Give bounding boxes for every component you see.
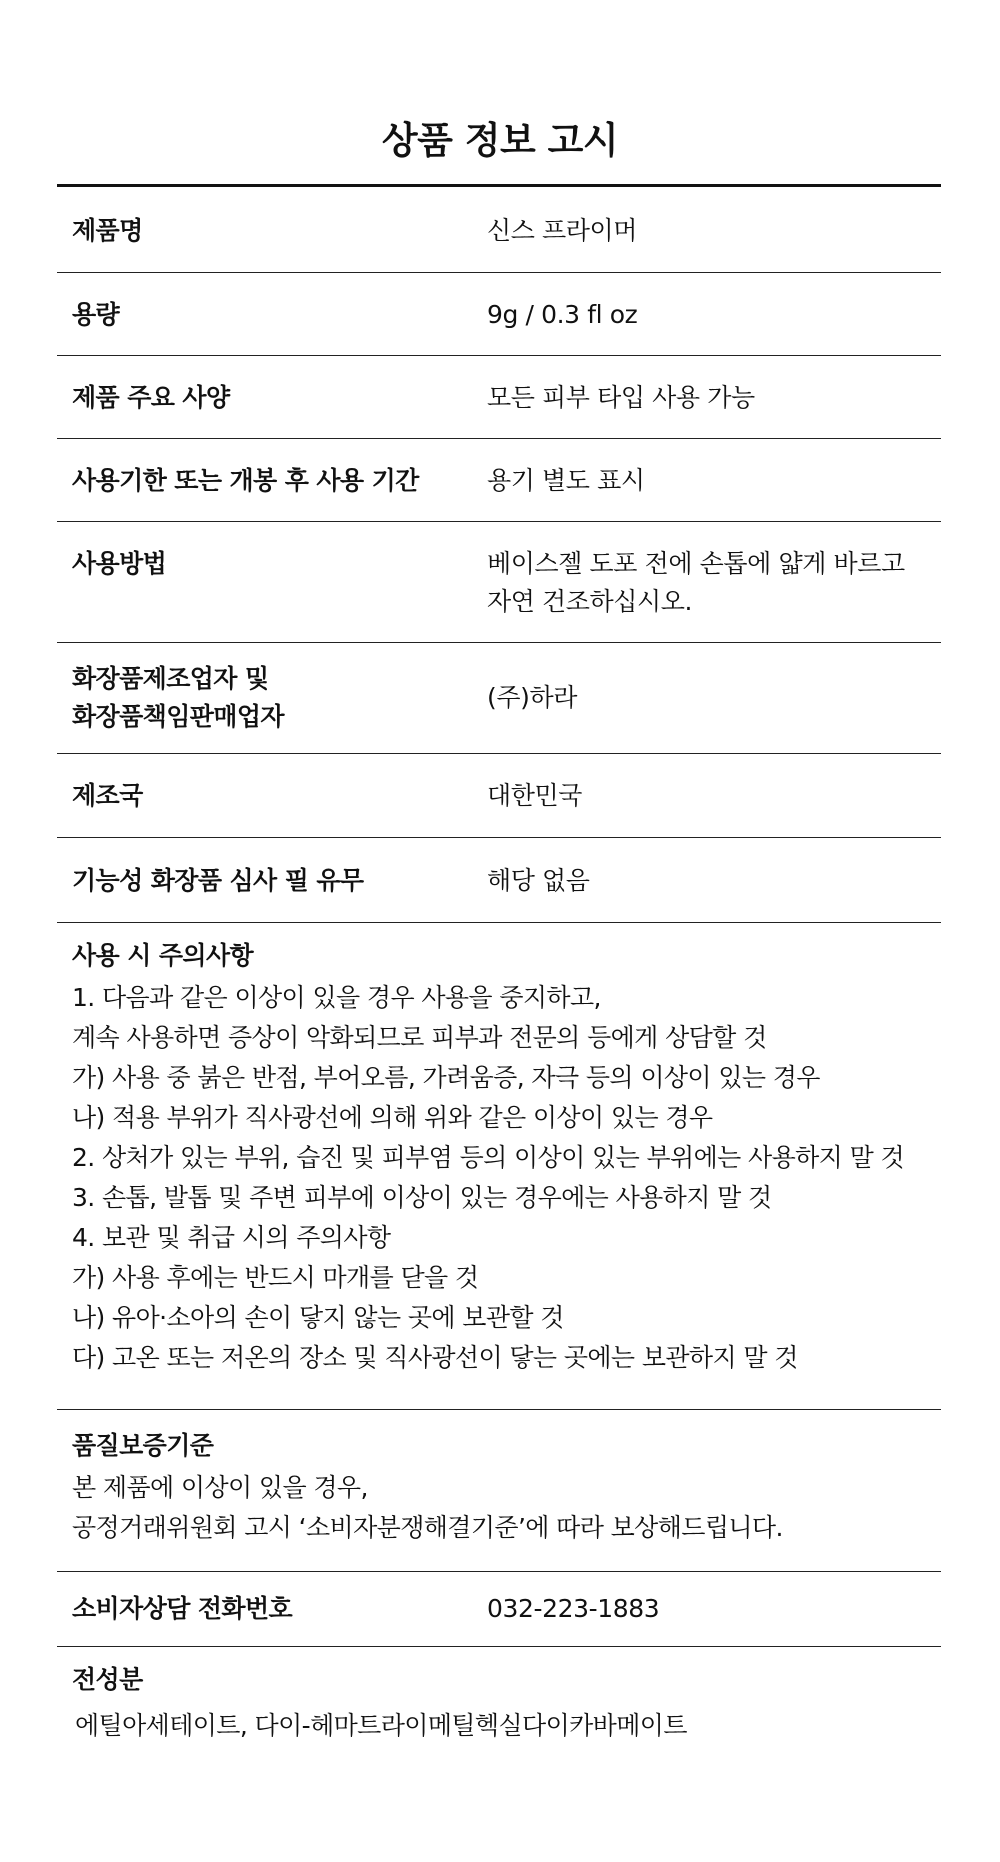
quality-line: 본 제품에 이상이 있을 경우,	[72, 1473, 368, 1502]
ingredients-text: 에틸아세테이트, 다이-헤마트라이메틸헥실다이카바메이트	[75, 1711, 687, 1740]
row-value: 대한민국	[487, 781, 583, 810]
row-label: 제조국	[72, 781, 143, 810]
quality-text	[72, 1468, 941, 1548]
caution-line: 가) 사용 중 붉은 반점, 부어오름, 가려움증, 자극 등의 이상이 있는 경우	[72, 1063, 820, 1092]
row-consumer-phone	[57, 1572, 941, 1647]
manufacturer-label-line-1: 화장품제조업자 및	[72, 664, 269, 693]
cautions-list	[72, 978, 941, 1378]
row-value: 모든 피부 타입 사용 가능	[487, 383, 755, 412]
row-value: 용기 별도 표시	[487, 466, 645, 495]
row-label: 사용방법	[72, 549, 167, 578]
quality-heading: 품질보증기준	[72, 1431, 214, 1460]
manufacturer-label-line-2: 화장품책임판매업자	[72, 702, 284, 731]
phone-label: 소비자상담 전화번호	[72, 1594, 293, 1623]
row-label: 용량	[72, 300, 120, 329]
cautions-section	[57, 923, 941, 1410]
row-label: 사용기한 또는 개봉 후 사용 기간	[72, 466, 419, 495]
caution-line: 4. 보관 및 취급 시의 주의사항	[72, 1223, 391, 1252]
caution-line: 계속 사용하면 증상이 악화되므로 피부과 전문의 등에게 상담할 것	[72, 1023, 767, 1052]
page-title: 상품 정보 고시	[381, 119, 619, 162]
row-label	[57, 660, 487, 736]
row-label: 기능성 화장품 심사 필 유무	[72, 866, 364, 895]
ingredients-section	[57, 1647, 941, 1746]
row-product-name	[57, 187, 941, 273]
caution-line: 나) 유아·소아의 손이 닿지 않는 곳에 보관할 것	[72, 1303, 564, 1332]
row-manufacturer	[57, 643, 941, 754]
usage-line-1: 베이스젤 도포 전에 손톱에 얇게 바르고	[487, 549, 905, 578]
row-value: (주)하라	[487, 683, 577, 712]
row-value: 신스 프라이머	[487, 216, 638, 245]
caution-line: 1. 다음과 같은 이상이 있을 경우 사용을 중지하고,	[72, 983, 601, 1012]
usage-line-2: 자연 건조하십시오.	[487, 587, 693, 616]
caution-line: 가) 사용 후에는 반드시 마개를 닫을 것	[72, 1263, 479, 1292]
row-country	[57, 754, 941, 838]
caution-line: 다) 고온 또는 저온의 장소 및 직사광선이 닿는 곳에는 보관하지 말 것	[72, 1343, 798, 1372]
quality-section	[57, 1410, 941, 1572]
cautions-heading: 사용 시 주의사항	[72, 941, 254, 970]
caution-line: 나) 적용 부위가 직사광선에 의해 위와 같은 이상이 있는 경우	[72, 1103, 713, 1132]
row-expiry	[57, 439, 941, 522]
caution-line: 2. 상처가 있는 부위, 습진 및 피부염 등의 이상이 있는 부위에는 사용하지 말 것	[72, 1143, 905, 1172]
caution-line: 3. 손톱, 발톱 및 주변 피부에 이상이 있는 경우에는 사용하지 말 것	[72, 1183, 772, 1212]
row-main-spec	[57, 356, 941, 439]
phone-number: 032-223-1883	[487, 1594, 660, 1623]
row-label: 제품명	[72, 216, 143, 245]
row-label: 제품 주요 사양	[72, 383, 230, 412]
product-info-table	[57, 184, 941, 1746]
row-value	[487, 545, 941, 642]
row-value: 9g / 0.3 fl oz	[487, 300, 638, 329]
row-value: 해당 없음	[487, 866, 590, 895]
row-functional-review	[57, 838, 941, 923]
row-usage	[57, 522, 941, 643]
row-volume	[57, 273, 941, 356]
ingredients-heading: 전성분	[72, 1665, 143, 1694]
quality-line: 공정거래위원회 고시 ‘소비자분쟁해결기준’에 따라 보상해드립니다.	[72, 1513, 783, 1542]
